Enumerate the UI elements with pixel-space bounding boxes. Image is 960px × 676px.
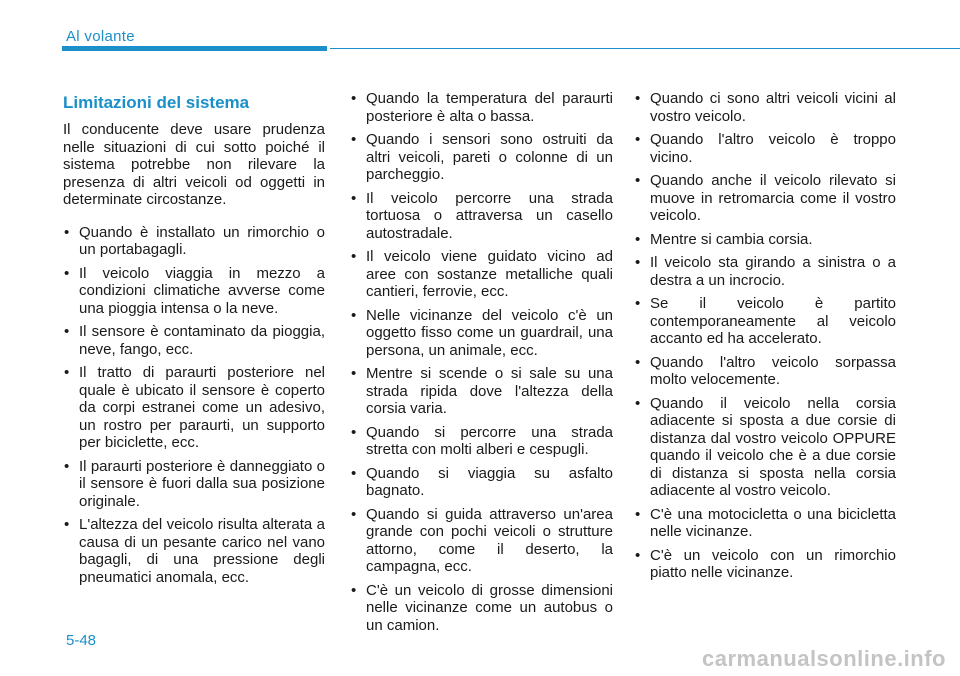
bullet-list-col1 (63, 224, 325, 587)
bullet-list-col3 (634, 90, 896, 582)
list-item: • Se il veicolo è partito contemporaneamente al veicolo accanto ed ha accelerato. (634, 295, 896, 348)
list-item: • Quando l'altro veicolo è troppo vicino. (634, 131, 896, 166)
list-item: • Quando si percorre una strada stretta con molti alberi e cespugli. (350, 424, 613, 459)
list-item: • C'è un veicolo di grosse dimensioni nelle vicinanze come un autobus o un camion. (350, 582, 613, 635)
list-item: • Il tratto di paraurti posteriore nel quale è ubicato il sensore è coperto da corpi estranei come un adesivo, un rostro per paraurti, un supporto per biciclette, ecc. (63, 364, 325, 452)
list-item: • Nelle vicinanze del veicolo c'è un oggetto fisso come un guardrail, una persona, un animale, ecc. (350, 307, 613, 360)
section-heading: Limitazioni del sistema (63, 93, 250, 112)
bullet-list-col2 (350, 90, 613, 634)
list-item: • Il veicolo percorre una strada tortuosa o attraversa un casello autostradale. (350, 190, 613, 243)
list-item: • Quando ci sono altri veicoli vicini al vostro veicolo. (634, 90, 896, 125)
list-item: • Quando i sensori sono ostruiti da altri veicoli, pareti o colonne di un parcheggio. (350, 131, 613, 184)
section-title: Al volante (66, 28, 135, 45)
list-item: • L'altezza del veicolo risulta alterata a causa di un pesante carico nel vano bagagli, di una pressione degli pneumatici anomala, ecc. (63, 516, 325, 586)
column-1 (63, 90, 325, 592)
list-item: • Quando il veicolo nella corsia adiacente si sposta a due corsie di distanza dal vostro veicolo OPPURE quando il veicolo che è a due corsie di distanza si sposta nella corsia adiacente al vostro veicolo. (634, 395, 896, 500)
header-rule-thick (62, 46, 327, 51)
column-2 (350, 90, 613, 640)
list-item: • C'è un veicolo con un rimorchio piatto nelle vicinanze. (634, 547, 896, 582)
list-item: • Il veicolo viene guidato vicino ad aree con sostanze metalliche quali cantieri, ferrovie, ecc. (350, 248, 613, 301)
list-item: • C'è una motocicletta o una bicicletta nelle vicinanze. (634, 506, 896, 541)
list-item: • Il veicolo viaggia in mezzo a condizioni climatiche avverse come una pioggia intensa o la neve. (63, 265, 325, 318)
list-item: • Quando si guida attraverso un'area grande con pochi veicoli o strutture attorno, come il deserto, la campagna, ecc. (350, 506, 613, 576)
intro-paragraph: Il conducente deve usare prudenza nelle situazioni di cui sotto poiché il sistema potrebbe non rilevare la presenza di altri veicoli od oggetti in determinate circostanze. (63, 121, 325, 208)
watermark: carmanualsonline.info (702, 646, 946, 671)
list-item: • Mentre si cambia corsia. (634, 231, 896, 249)
page-number: 5-48 (66, 632, 97, 649)
list-item: • Quando è installato un rimorchio o un portabagagli. (63, 224, 325, 259)
list-item: • Il veicolo sta girando a sinistra o a destra a un incrocio. (634, 254, 896, 289)
list-item: • Quando la temperatura del paraurti posteriore è alta o bassa. (350, 90, 613, 125)
column-3 (634, 90, 896, 588)
list-item: • Il sensore è contaminato da pioggia, neve, fango, ecc. (63, 323, 325, 358)
list-item: • Il paraurti posteriore è danneggiato o il sensore è fuori dalla sua posizione originale. (63, 458, 325, 511)
list-item: • Mentre si scende o si sale su una strada ripida dove l'altezza della corsia varia. (350, 365, 613, 418)
list-item: • Quando anche il veicolo rilevato si muove in retromarcia come il vostro veicolo. (634, 172, 896, 225)
header-rule-thin (330, 48, 960, 49)
list-item: • Quando l'altro veicolo sorpassa molto velocemente. (634, 354, 896, 389)
list-item: • Quando si viaggia su asfalto bagnato. (350, 465, 613, 500)
